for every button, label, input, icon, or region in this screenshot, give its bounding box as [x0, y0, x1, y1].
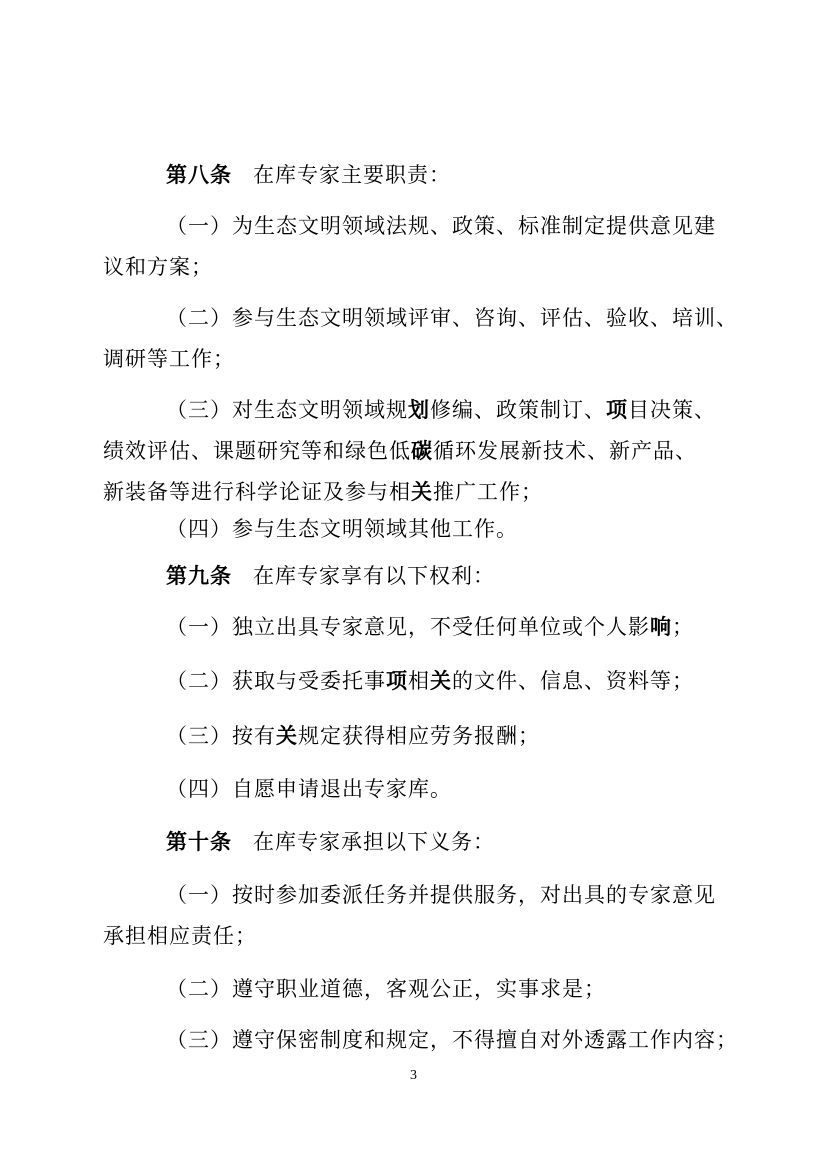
- article-heading: [103, 822, 731, 863]
- clause-paragraph: [103, 769, 731, 810]
- clause-paragraph: [103, 716, 731, 757]
- text-line: [103, 509, 731, 550]
- body-text: （三）遵守保密制度和规定，不得擅自对外透露工作内容；: [166, 1028, 738, 1052]
- body-text: （四）自愿申请退出专家库。: [166, 777, 452, 801]
- body-text: 目决策、: [628, 398, 716, 422]
- body-text: （一）独立出具专家意见，不受任何单位或个人影: [166, 615, 650, 639]
- emphasized-text: 项: [386, 669, 408, 693]
- body-text: （二）遵守职业道德，客观公正，实事求是；: [166, 977, 606, 1001]
- text-line: [103, 916, 731, 957]
- body-text: （一）为生态文明领域法规、政策、标准制定提供意见建: [166, 214, 716, 238]
- text-line: [103, 298, 738, 339]
- body-text: 相: [408, 669, 430, 693]
- body-text: （一）按时参加委派任务并提供服务，对出具的专家意见: [166, 883, 716, 907]
- body-text: 循环发展新技术、新产品、: [433, 439, 697, 463]
- page-number: 3: [410, 1068, 417, 1083]
- body-text: （三）按有: [166, 724, 276, 748]
- clause-paragraph: [103, 969, 731, 1010]
- clause-paragraph: [103, 298, 738, 380]
- body-text: （二）参与生态文明领域评审、咨询、评估、验收、培训、: [166, 306, 738, 330]
- text-line: [103, 607, 731, 648]
- body-text: 调研等工作；: [103, 347, 235, 371]
- text-line: [103, 716, 731, 757]
- clause-paragraph: [103, 390, 731, 513]
- body-text: 的文件、信息、资料等；: [452, 669, 694, 693]
- article-title: 在库专家主要职责：: [253, 163, 451, 187]
- clause-paragraph: [103, 875, 731, 957]
- emphasized-text: 关: [276, 724, 298, 748]
- body-text: ；: [672, 615, 694, 639]
- clause-paragraph: [103, 1020, 738, 1061]
- body-text: 绩效评估、课题研究等和绿色低: [103, 439, 411, 463]
- body-text: 议和方案；: [103, 255, 213, 279]
- emphasized-text: 响: [650, 615, 672, 639]
- text-line: [103, 969, 731, 1010]
- body-text: 推广工作；: [433, 480, 543, 504]
- article-title: 在库专家承担以下义务：: [253, 830, 495, 854]
- emphasized-text: 划: [408, 398, 430, 422]
- body-text: 新装备等进行科学论证及参与相: [103, 480, 411, 504]
- text-line: [103, 661, 731, 702]
- text-line: [103, 875, 731, 916]
- body-text: 承担相应责任；: [103, 924, 257, 948]
- article-heading: [103, 556, 731, 597]
- article-number: 第八条: [166, 163, 232, 187]
- body-text: 修编、政策制订、: [430, 398, 606, 422]
- body-text: （三）对生态文明领域规: [166, 398, 408, 422]
- article-number: 第九条: [166, 564, 232, 588]
- text-line: [103, 472, 731, 513]
- emphasized-text: 项: [606, 398, 628, 422]
- clause-paragraph: [103, 509, 731, 550]
- body-text: （二）获取与受委托事: [166, 669, 386, 693]
- text-line: [103, 1020, 738, 1061]
- emphasized-text: 关: [411, 480, 433, 504]
- body-text: （四）参与生态文明领域其他工作。: [166, 517, 518, 541]
- body-text: 规定获得相应劳务报酬；: [298, 724, 540, 748]
- emphasized-text: 关: [430, 669, 452, 693]
- emphasized-text: 碳: [411, 439, 433, 463]
- article-number: 第十条: [166, 830, 232, 854]
- text-line: [103, 339, 731, 380]
- article-title: 在库专家享有以下权利：: [253, 564, 495, 588]
- clause-paragraph: [103, 661, 731, 702]
- text-line: [103, 247, 731, 288]
- text-line: [103, 431, 731, 472]
- document-body: [103, 0, 738, 1061]
- text-line: [103, 769, 731, 810]
- text-line: [103, 206, 731, 247]
- text-line: [103, 390, 731, 431]
- article-heading: [103, 155, 731, 196]
- clause-paragraph: [103, 206, 731, 288]
- clause-paragraph: [103, 607, 731, 648]
